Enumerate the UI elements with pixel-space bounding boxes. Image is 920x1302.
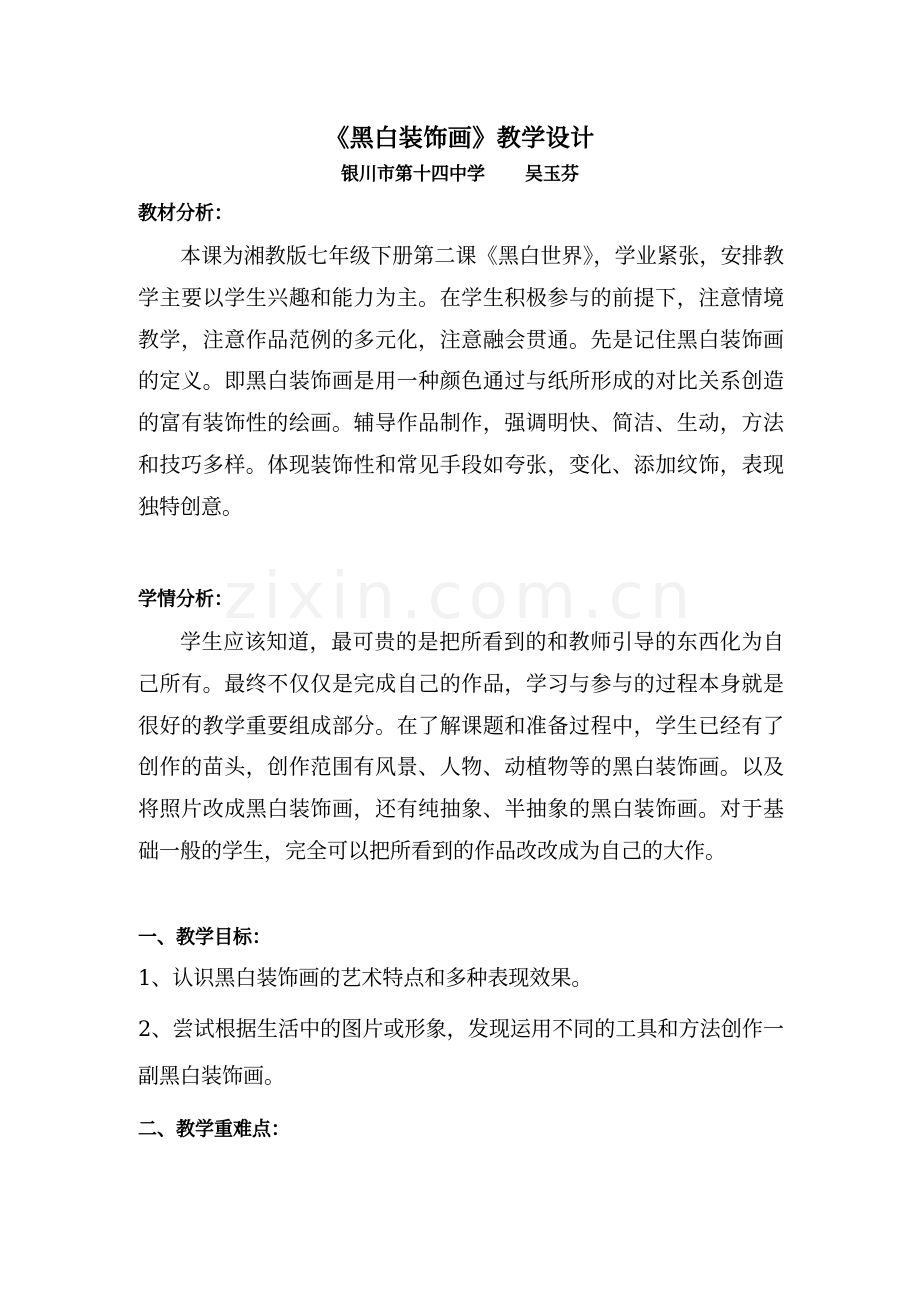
goal-item-1: 1、认识黑白装饰画的艺术特点和多种表现效果。 xyxy=(138,966,593,990)
author-name: 吴玉芬 xyxy=(525,164,579,185)
key-points-heading: 二、教学重难点： xyxy=(138,1118,291,1140)
textbook-analysis-paragraph: 本课为湘教版七年级下册第二课《黑白世界》，学业紧张，安排教学主要以学生兴趣和能力为主。在学生积极参与的前提下，注意情境教学，注意作品范例的多元化，注意融会贯通。先是记住黑白装饰画的定义。即黑白装饰画是用一种颜色通过与纸所形成的对比关系创造的富有装饰性的绘画。辅导作品制作，强调明快、简洁、生动，方法和技巧多样。体现装饰性和常见手段如夸张，变化、添加纹饰，表现独特创意。 xyxy=(138,244,784,519)
watermark: zixin.com.cn xyxy=(223,560,697,634)
student-analysis-heading: 学情分析： xyxy=(138,588,234,610)
textbook-analysis-heading: 教材分析： xyxy=(138,202,234,224)
school-name: 银川市第十四中学 xyxy=(341,164,485,185)
goal-item-2: 2、尝试根据生活中的图片或形象，发现运用不同的工具和方法创作一副黑白装饰画。 xyxy=(138,1017,784,1088)
byline xyxy=(0,160,920,186)
teaching-goals-heading: 一、教学目标： xyxy=(138,926,272,948)
student-analysis-paragraph: 学生应该知道，最可贵的是把所看到的和教师引导的东西化为自己所有。最终不仅仅是完成自己的作品，学习与参与的过程本身就是很好的教学重要组成部分。在了解课题和准备过程中，学生已经有了创作的苗头，创作范围有风景、人物、动植物等的黑白装饰画。以及将照片改成黑白装饰画，还有纯抽象、半抽象的黑白装饰画。对于基础一般的学生，完全可以把所看到的作品改改成为自己的大作。 xyxy=(138,630,784,863)
document-title: 《黑白装饰画》教学设计 xyxy=(325,124,595,152)
